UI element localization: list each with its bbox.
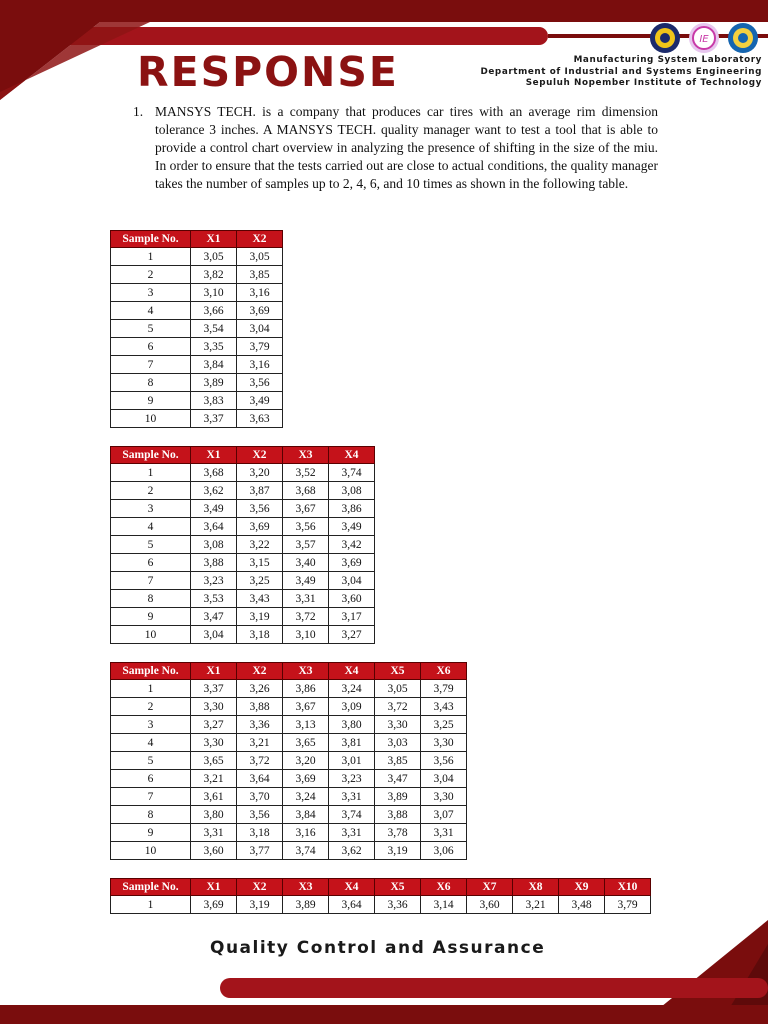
table-row — [111, 302, 283, 320]
sample-number-cell: 9 — [111, 608, 191, 626]
measurement-cell: 3,65 — [191, 752, 237, 770]
column-header: Sample No. — [111, 231, 191, 248]
table-row — [111, 338, 283, 356]
sample-number-cell: 7 — [111, 356, 191, 374]
measurement-cell: 3,86 — [329, 500, 375, 518]
measurement-cell: 3,04 — [191, 626, 237, 644]
measurement-cell: 3,88 — [237, 698, 283, 716]
column-header: X4 — [329, 879, 375, 896]
measurement-cell: 3,23 — [191, 572, 237, 590]
measurement-cell: 3,56 — [283, 518, 329, 536]
measurement-cell: 3,57 — [283, 536, 329, 554]
question-text: MANSYS TECH. is a company that produces car tires with an average rim dimension tolerance 3 inches. A MANSYS TECH. quality manager want to test a tool that is able to provide a control chart overview in analyzing the presence of shifting in the size of the miu. In order to ensure that the tests carried out are close to actual conditions, the quality manager takes the number of samples up to 2, 4, 6, and 10 times as shown in the following table. — [155, 104, 658, 191]
sample-number-cell: 7 — [111, 572, 191, 590]
measurement-cell: 3,18 — [237, 824, 283, 842]
measurement-cell: 3,20 — [283, 752, 329, 770]
measurement-cell: 3,79 — [237, 338, 283, 356]
measurement-cell: 3,16 — [237, 356, 283, 374]
measurement-cell: 3,27 — [329, 626, 375, 644]
measurement-cell: 3,69 — [237, 518, 283, 536]
sample-number-cell: 6 — [111, 554, 191, 572]
table-header-row — [111, 231, 283, 248]
department-name: Department of Industrial and Systems Engineering — [480, 66, 762, 77]
measurement-cell: 3,05 — [237, 248, 283, 266]
sample-number-cell: 3 — [111, 500, 191, 518]
measurement-cell: 3,36 — [375, 896, 421, 914]
measurement-cell: 3,30 — [421, 734, 467, 752]
measurement-cell: 3,87 — [237, 482, 283, 500]
measurement-cell: 3,20 — [237, 464, 283, 482]
measurement-cell: 3,82 — [191, 266, 237, 284]
measurement-cell: 3,54 — [191, 320, 237, 338]
measurement-cell: 3,62 — [329, 842, 375, 860]
samples-table-4 — [110, 446, 375, 644]
measurement-cell: 3,79 — [421, 680, 467, 698]
measurement-cell: 3,24 — [283, 788, 329, 806]
table-row — [111, 500, 375, 518]
table-row — [111, 464, 375, 482]
measurement-cell: 3,53 — [191, 590, 237, 608]
measurement-cell: 3,47 — [191, 608, 237, 626]
measurement-cell: 3,31 — [329, 788, 375, 806]
measurement-cell: 3,13 — [283, 716, 329, 734]
measurement-cell: 3,04 — [421, 770, 467, 788]
measurement-cell: 3,48 — [559, 896, 605, 914]
measurement-cell: 3,04 — [237, 320, 283, 338]
sample-number-cell: 3 — [111, 284, 191, 302]
measurement-cell: 3,16 — [283, 824, 329, 842]
measurement-cell: 3,43 — [237, 590, 283, 608]
measurement-cell: 3,27 — [191, 716, 237, 734]
column-header: X4 — [329, 663, 375, 680]
measurement-cell: 3,88 — [191, 554, 237, 572]
measurement-cell: 3,21 — [191, 770, 237, 788]
measurement-cell: 3,56 — [237, 374, 283, 392]
column-header: X2 — [237, 231, 283, 248]
measurement-cell: 3,31 — [191, 824, 237, 842]
measurement-cell: 3,25 — [421, 716, 467, 734]
table-row — [111, 734, 467, 752]
column-header: X1 — [191, 879, 237, 896]
measurement-cell: 3,89 — [375, 788, 421, 806]
measurement-cell: 3,30 — [375, 716, 421, 734]
measurement-cell: 3,23 — [329, 770, 375, 788]
page-title: RESPONSE — [137, 48, 399, 96]
measurement-cell: 3,56 — [421, 752, 467, 770]
measurement-cell: 3,30 — [191, 698, 237, 716]
table-row — [111, 770, 467, 788]
measurement-cell: 3,31 — [329, 824, 375, 842]
table-row — [111, 716, 467, 734]
sample-number-cell: 1 — [111, 248, 191, 266]
measurement-cell: 3,36 — [237, 716, 283, 734]
measurement-cell: 3,78 — [375, 824, 421, 842]
table-row — [111, 284, 283, 302]
measurement-cell: 3,42 — [329, 536, 375, 554]
table-row — [111, 626, 375, 644]
samples-table-10 — [110, 878, 651, 914]
table-row — [111, 410, 283, 428]
column-header: X10 — [605, 879, 651, 896]
institution-logos — [648, 21, 760, 55]
sample-number-cell: 5 — [111, 752, 191, 770]
table-row — [111, 536, 375, 554]
measurement-cell: 3,30 — [191, 734, 237, 752]
measurement-cell: 3,63 — [237, 410, 283, 428]
column-header: X1 — [191, 447, 237, 464]
measurement-cell: 3,86 — [283, 680, 329, 698]
measurement-cell: 3,56 — [237, 806, 283, 824]
measurement-cell: 3,60 — [329, 590, 375, 608]
measurement-cell: 3,80 — [329, 716, 375, 734]
measurement-cell: 3,21 — [513, 896, 559, 914]
measurement-cell: 3,47 — [375, 770, 421, 788]
table-header-row — [111, 879, 651, 896]
table-row — [111, 824, 467, 842]
column-header: X2 — [237, 879, 283, 896]
sample-number-cell: 4 — [111, 302, 191, 320]
measurement-cell: 3,49 — [329, 518, 375, 536]
measurement-cell: 3,30 — [421, 788, 467, 806]
ie-logo-text: IE — [699, 34, 709, 45]
sample-number-cell: 8 — [111, 374, 191, 392]
sample-number-cell: 4 — [111, 734, 191, 752]
measurement-cell: 3,19 — [375, 842, 421, 860]
column-header: X3 — [283, 879, 329, 896]
measurement-cell: 3,35 — [191, 338, 237, 356]
institute-name: Sepuluh Nopember Institute of Technology — [525, 78, 762, 88]
university-logo-icon — [728, 23, 758, 53]
table-row — [111, 518, 375, 536]
ie-logo-icon — [689, 23, 719, 53]
lab-info — [480, 55, 762, 90]
measurement-cell: 3,64 — [237, 770, 283, 788]
measurement-cell: 3,72 — [283, 608, 329, 626]
table-row — [111, 590, 375, 608]
measurement-cell: 3,49 — [283, 572, 329, 590]
table-row — [111, 554, 375, 572]
column-header: X2 — [237, 447, 283, 464]
measurement-cell: 3,62 — [191, 482, 237, 500]
table-row — [111, 356, 283, 374]
column-header: X1 — [191, 231, 237, 248]
measurement-cell: 3,37 — [191, 680, 237, 698]
measurement-cell: 3,05 — [191, 248, 237, 266]
measurement-cell: 3,19 — [237, 608, 283, 626]
measurement-cell: 3,16 — [237, 284, 283, 302]
measurement-cell: 3,03 — [375, 734, 421, 752]
sample-number-cell: 2 — [111, 482, 191, 500]
column-header: X4 — [329, 447, 375, 464]
table-row — [111, 320, 283, 338]
measurement-cell: 3,18 — [237, 626, 283, 644]
measurement-cell: 3,74 — [329, 806, 375, 824]
measurement-cell: 3,88 — [375, 806, 421, 824]
column-header: X6 — [421, 663, 467, 680]
measurement-cell: 3,17 — [329, 608, 375, 626]
column-header: X1 — [191, 663, 237, 680]
column-header: X8 — [513, 879, 559, 896]
measurement-cell: 3,08 — [329, 482, 375, 500]
measurement-cell: 3,65 — [283, 734, 329, 752]
measurement-cell: 3,80 — [191, 806, 237, 824]
table-row — [111, 482, 375, 500]
table-row — [111, 752, 467, 770]
measurement-cell: 3,74 — [329, 464, 375, 482]
column-header: Sample No. — [111, 447, 191, 464]
measurement-cell: 3,69 — [329, 554, 375, 572]
measurement-cell: 3,24 — [329, 680, 375, 698]
measurement-cell: 3,21 — [237, 734, 283, 752]
column-header: X9 — [559, 879, 605, 896]
sample-number-cell: 10 — [111, 842, 191, 860]
measurement-cell: 3,89 — [283, 896, 329, 914]
sample-number-cell: 5 — [111, 536, 191, 554]
measurement-cell: 3,07 — [421, 806, 467, 824]
table-row — [111, 680, 467, 698]
footer-title: Quality Control and Assurance — [210, 938, 546, 958]
column-header: Sample No. — [111, 663, 191, 680]
sample-number-cell: 5 — [111, 320, 191, 338]
sample-number-cell: 7 — [111, 788, 191, 806]
sample-number-cell: 1 — [111, 680, 191, 698]
measurement-cell: 3,66 — [191, 302, 237, 320]
measurement-cell: 3,60 — [191, 842, 237, 860]
table-header-row — [111, 663, 467, 680]
measurement-cell: 3,52 — [283, 464, 329, 482]
measurement-cell: 3,31 — [283, 590, 329, 608]
column-header: X5 — [375, 879, 421, 896]
measurement-cell: 3,85 — [237, 266, 283, 284]
measurement-cell: 3,64 — [329, 896, 375, 914]
measurement-cell: 3,09 — [329, 698, 375, 716]
measurement-cell: 3,72 — [237, 752, 283, 770]
measurement-cell: 3,69 — [237, 302, 283, 320]
table-row — [111, 806, 467, 824]
measurement-cell: 3,67 — [283, 500, 329, 518]
table-row — [111, 842, 467, 860]
measurement-cell: 3,74 — [283, 842, 329, 860]
measurement-cell: 3,26 — [237, 680, 283, 698]
measurement-cell: 3,89 — [191, 374, 237, 392]
measurement-cell: 3,85 — [375, 752, 421, 770]
measurement-cell: 3,67 — [283, 698, 329, 716]
table-row — [111, 374, 283, 392]
measurement-cell: 3,31 — [421, 824, 467, 842]
sample-number-cell: 2 — [111, 266, 191, 284]
sample-number-cell: 9 — [111, 824, 191, 842]
table-header-row — [111, 447, 375, 464]
measurement-cell: 3,22 — [237, 536, 283, 554]
measurement-cell: 3,79 — [605, 896, 651, 914]
table-row — [111, 608, 375, 626]
measurement-cell: 3,68 — [191, 464, 237, 482]
question-block — [133, 103, 658, 193]
sample-number-cell: 10 — [111, 626, 191, 644]
measurement-cell: 3,69 — [283, 770, 329, 788]
measurement-cell: 3,81 — [329, 734, 375, 752]
measurement-cell: 3,43 — [421, 698, 467, 716]
table-row — [111, 392, 283, 410]
sample-number-cell: 10 — [111, 410, 191, 428]
sample-number-cell: 6 — [111, 770, 191, 788]
column-header: X3 — [283, 663, 329, 680]
samples-table-2 — [110, 230, 283, 428]
sample-number-cell: 2 — [111, 698, 191, 716]
sample-number-cell: 9 — [111, 392, 191, 410]
table-row — [111, 788, 467, 806]
column-header: X6 — [421, 879, 467, 896]
measurement-cell: 3,68 — [283, 482, 329, 500]
column-header: X3 — [283, 447, 329, 464]
measurement-cell: 3,05 — [375, 680, 421, 698]
measurement-cell: 3,37 — [191, 410, 237, 428]
measurement-cell: 3,83 — [191, 392, 237, 410]
measurement-cell: 3,19 — [237, 896, 283, 914]
table-row — [111, 698, 467, 716]
measurement-cell: 3,69 — [191, 896, 237, 914]
lab-name: Manufacturing System Laboratory — [573, 55, 762, 65]
table-row — [111, 266, 283, 284]
measurement-cell: 3,60 — [467, 896, 513, 914]
column-header: Sample No. — [111, 879, 191, 896]
column-header: X5 — [375, 663, 421, 680]
sample-number-cell: 4 — [111, 518, 191, 536]
measurement-cell: 3,49 — [191, 500, 237, 518]
column-header: X2 — [237, 663, 283, 680]
sample-number-cell: 1 — [111, 896, 191, 914]
measurement-cell: 3,08 — [191, 536, 237, 554]
measurement-cell: 3,56 — [237, 500, 283, 518]
sample-number-cell: 8 — [111, 806, 191, 824]
measurement-cell: 3,77 — [237, 842, 283, 860]
measurement-cell: 3,40 — [283, 554, 329, 572]
measurement-cell: 3,84 — [283, 806, 329, 824]
measurement-cell: 3,70 — [237, 788, 283, 806]
measurement-cell: 3,10 — [191, 284, 237, 302]
measurement-cell: 3,61 — [191, 788, 237, 806]
question-number: 1. — [133, 104, 144, 119]
sample-number-cell: 3 — [111, 716, 191, 734]
samples-table-6 — [110, 662, 467, 860]
sample-number-cell: 1 — [111, 464, 191, 482]
measurement-cell: 3,10 — [283, 626, 329, 644]
measurement-cell: 3,25 — [237, 572, 283, 590]
column-header: X7 — [467, 879, 513, 896]
sample-number-cell: 8 — [111, 590, 191, 608]
measurement-cell: 3,04 — [329, 572, 375, 590]
measurement-cell: 3,72 — [375, 698, 421, 716]
measurement-cell: 3,01 — [329, 752, 375, 770]
measurement-cell: 3,15 — [237, 554, 283, 572]
measurement-cell: 3,14 — [421, 896, 467, 914]
table-row — [111, 248, 283, 266]
measurement-cell: 3,06 — [421, 842, 467, 860]
footer-decoration — [0, 910, 768, 1024]
measurement-cell: 3,84 — [191, 356, 237, 374]
gear-logo-icon — [650, 23, 680, 53]
measurement-cell: 3,49 — [237, 392, 283, 410]
sample-number-cell: 6 — [111, 338, 191, 356]
table-row — [111, 572, 375, 590]
measurement-cell: 3,64 — [191, 518, 237, 536]
